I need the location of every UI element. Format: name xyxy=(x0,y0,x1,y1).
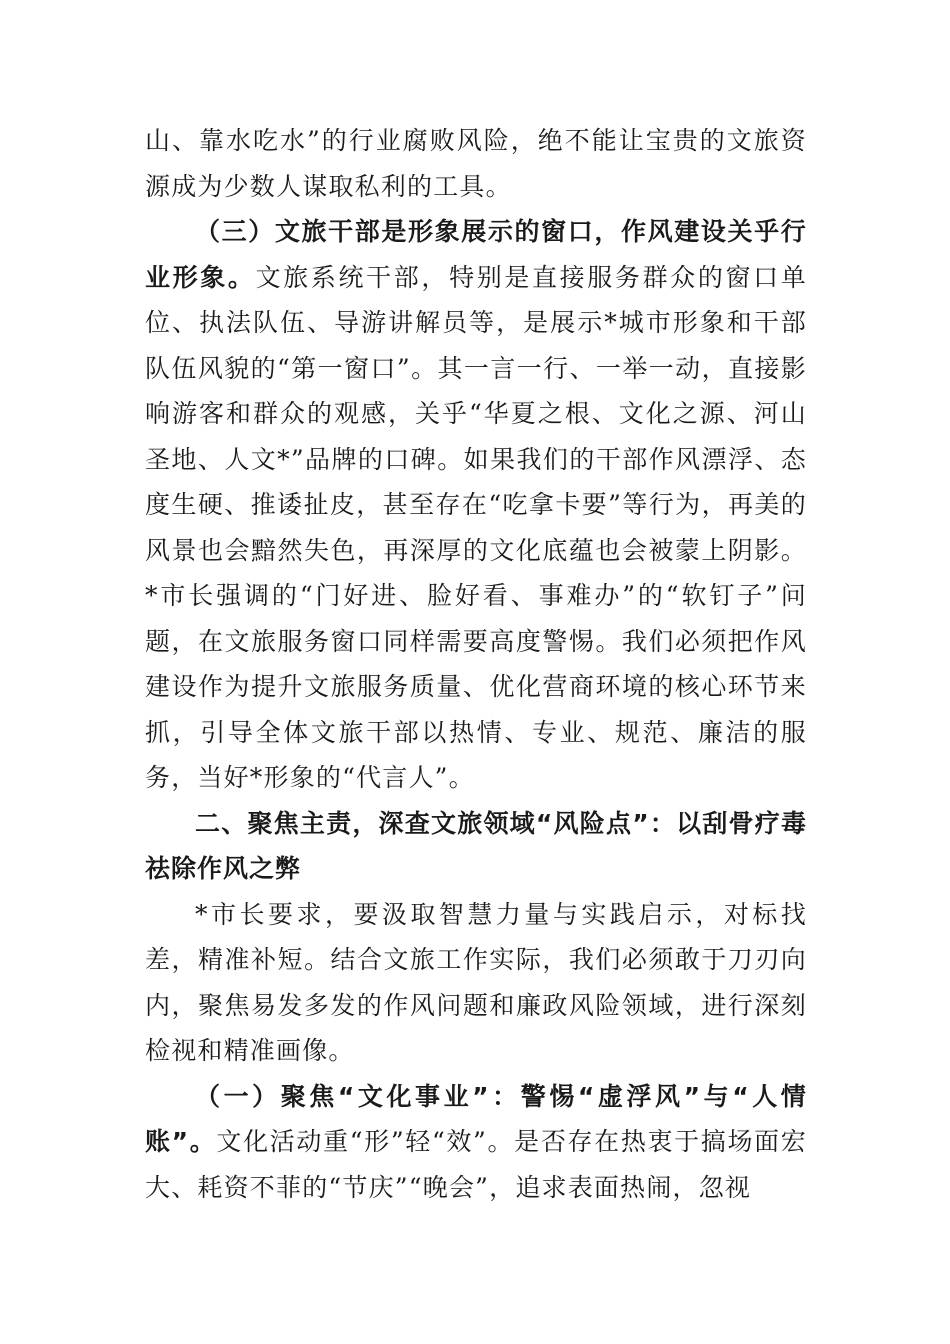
paragraph-text: 文旅系统干部，特别是直接服务群众的窗口单位、执法队伍、导游讲解员等，是展示*城市形象和干部队伍风貌的“第一窗口”。其一言一行、一举一动，直接影响游客和群众的观感，关乎“华夏之根、文化之源、河山圣地、人文*”品牌的口碑。如果我们的干部作风漂浮、态度生硬、推诿扯皮，甚至存在“吃拿卡要”等行为，再美的风景也会黯然失色，再深厚的文化底蕴也会被蒙上阴影。*市长强调的“门好进、脸好看、事难办”的“软钉子”问题，在文旅服务窗口同样需要高度警惕。我们必须把作风建设作为提升文旅服务质量、优化营商环境的核心环节来抓，引导全体文旅干部以热情、专业、规范、廉洁的服务，当好*形象的“代言人”。 xyxy=(145,262,807,792)
paragraph-text: *市长要求，要汲取智慧力量与实践启示，对标找差，精准补短。结合文旅工作实际，我们必须敢于刀刃向内，聚焦易发多发的作风问题和廉政风险领域，进行深刻检视和精准画像。 xyxy=(145,899,807,1065)
paragraph-section-one xyxy=(145,1074,807,1211)
document-body xyxy=(145,118,807,1210)
paragraph-text: 山、靠水吃水”的行业腐败风险，绝不能让宝贵的文旅资源成为少数人谋取私利的工具。 xyxy=(145,126,807,201)
paragraph-section-three xyxy=(145,209,807,801)
paragraph-intro xyxy=(145,892,807,1074)
paragraph-continuation xyxy=(145,118,807,209)
section-heading: 二、聚焦主责，深查文旅领域“风险点”：以刮骨疗毒祛除作风之弊 xyxy=(145,808,807,883)
paragraph-lead: （三）文旅干部是形象展示的窗口，作风建设关乎行业形象。 xyxy=(145,217,807,292)
paragraph-lead: （一）聚焦“文化事业”：警惕“虚浮风”与“人情账”。 xyxy=(145,1081,807,1156)
paragraph-text: 文化活动重“形”轻“效”。是否存在热衷于搞场面宏大、耗资不菲的“节庆”“晚会”，追求表面热闹，忽视 xyxy=(145,1127,807,1202)
